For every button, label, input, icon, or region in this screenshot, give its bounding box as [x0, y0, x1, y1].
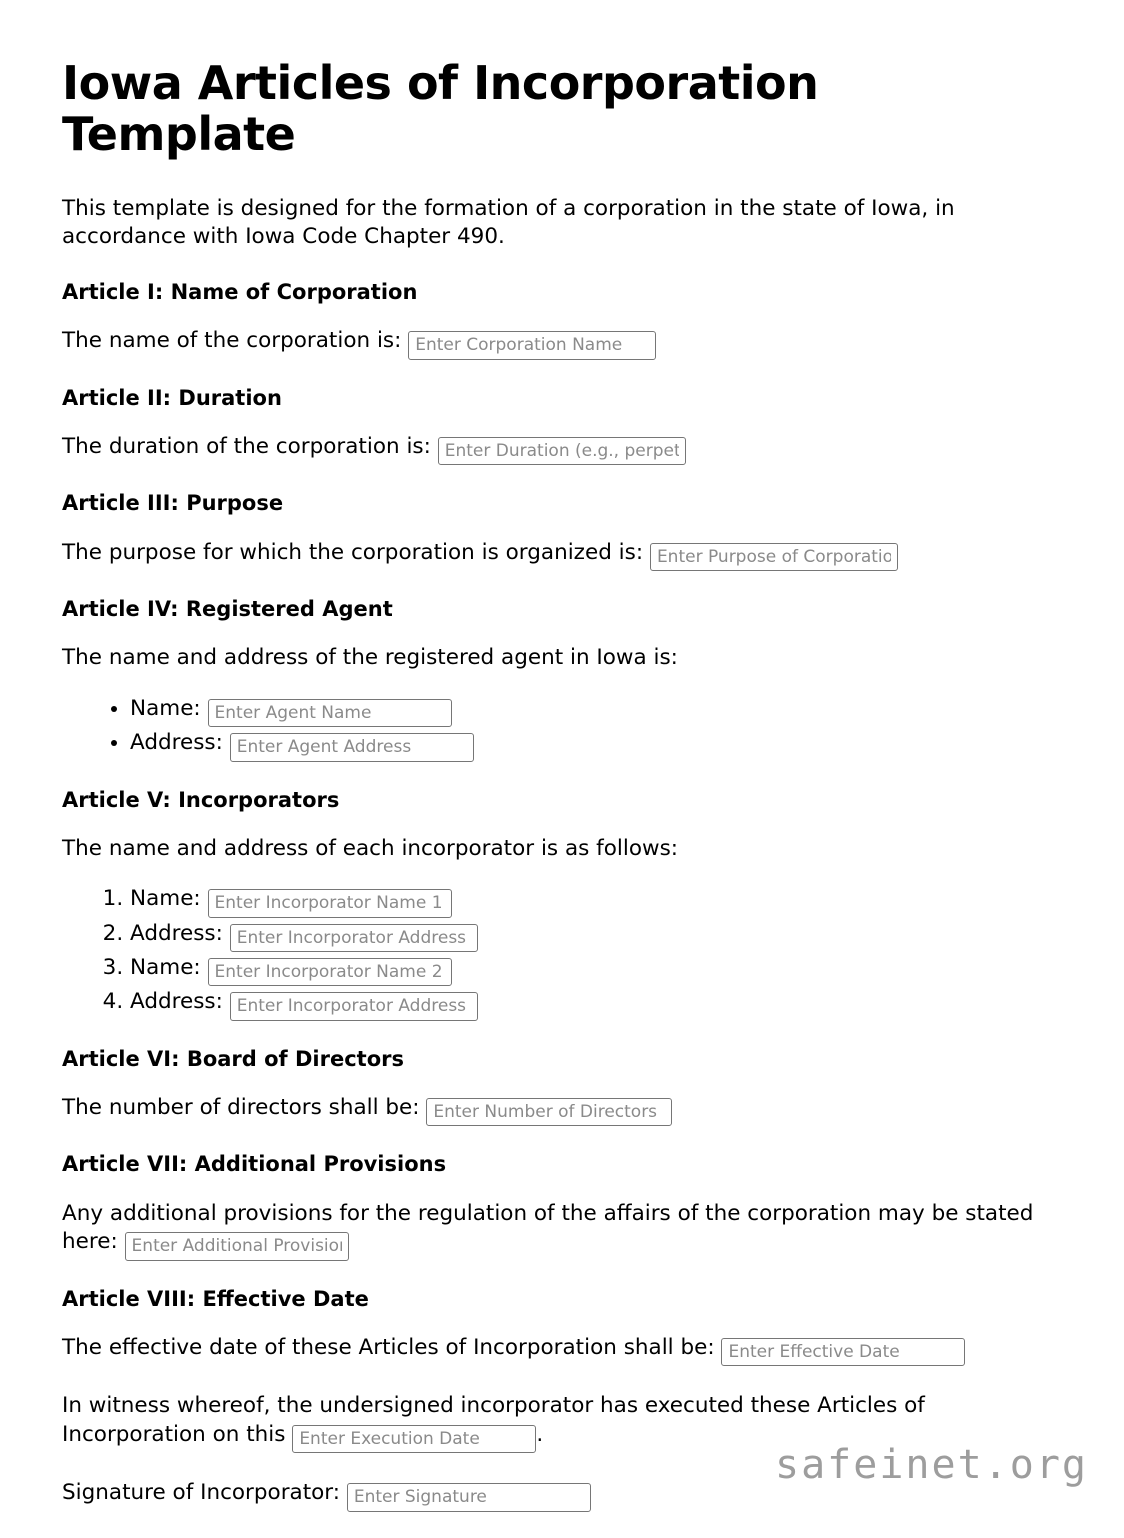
signature-input[interactable]	[347, 1483, 591, 1511]
incorporator-2-address-input[interactable]	[230, 992, 478, 1020]
list-item	[130, 920, 1062, 952]
execution-date-input[interactable]	[292, 1425, 536, 1453]
incorporator-2-address-label: Address:	[130, 989, 223, 1015]
number-of-directors-input[interactable]	[426, 1098, 672, 1126]
article-ii-heading: Article II: Duration	[62, 385, 282, 410]
article-v-label: The name and address of each incorporator is as follows:	[62, 835, 679, 861]
incorporator-2-name-input[interactable]	[208, 958, 452, 986]
additional-provisions-input[interactable]	[125, 1232, 349, 1260]
article-viii-label: The effective date of these Articles of Incorporation shall be:	[62, 1334, 715, 1360]
article-vi-line	[62, 1094, 1062, 1126]
incorporators-list	[62, 885, 1062, 1021]
duration-input[interactable]	[438, 437, 686, 465]
incorporator-2-name-label: Name:	[130, 955, 201, 981]
article-viii-line	[62, 1334, 1062, 1366]
article-iii-line	[62, 539, 1062, 571]
agent-name-label: Name:	[130, 695, 201, 721]
effective-date-input[interactable]	[721, 1338, 965, 1366]
list-item	[130, 988, 1062, 1020]
article-ii-line	[62, 433, 1062, 465]
incorporator-1-address-label: Address:	[130, 920, 223, 946]
article-iv-heading: Article IV: Registered Agent	[62, 596, 393, 621]
article-iii-label: The purpose for which the corporation is organized is:	[62, 539, 644, 565]
article-iii-heading: Article III: Purpose	[62, 491, 284, 516]
agent-address-input[interactable]	[230, 733, 474, 761]
watermark: safeinet.org	[775, 1441, 1088, 1488]
agent-name-input[interactable]	[208, 699, 452, 727]
incorporator-1-name-input[interactable]	[208, 889, 452, 917]
list-item	[130, 885, 1062, 917]
list-item	[130, 729, 1062, 761]
article-vii-label: Any additional provisions for the regulation of the affairs of the corporation may be stated here:	[62, 1200, 1034, 1255]
signature-label: Signature of Incorporator:	[62, 1480, 340, 1506]
list-item	[130, 954, 1062, 986]
article-vi-heading: Article VI: Board of Directors	[62, 1046, 404, 1071]
article-ii-label: The duration of the corporation is:	[62, 433, 431, 459]
corporation-name-input[interactable]	[408, 331, 656, 359]
article-vii-line	[62, 1200, 1062, 1261]
page-title: Iowa Articles of Incorporation Template	[62, 56, 819, 161]
agent-address-label: Address:	[130, 730, 223, 756]
article-v-heading: Article V: Incorporators	[62, 787, 340, 812]
article-viii-heading: Article VIII: Effective Date	[62, 1286, 369, 1311]
intro-paragraph: This template is designed for the formation of a corporation in the state of Iowa, in accordance with Iowa Code Chapter 490.	[62, 196, 955, 249]
article-i-label: The name of the corporation is:	[62, 328, 402, 354]
article-vi-label: The number of directors shall be:	[62, 1095, 420, 1121]
registered-agent-list	[62, 695, 1062, 762]
article-i-line	[62, 327, 1062, 359]
incorporator-1-name-label: Name:	[130, 886, 201, 912]
witness-text-before: In witness whereof, the undersigned incorporator has executed these Articles of Incorporation on this	[62, 1393, 925, 1447]
purpose-input[interactable]	[650, 543, 898, 571]
article-i-heading: Article I: Name of Corporation	[62, 280, 418, 305]
list-item	[130, 695, 1062, 727]
witness-text-after: .	[536, 1421, 544, 1447]
article-iv-label: The name and address of the registered agent in Iowa is:	[62, 645, 678, 671]
article-vii-heading: Article VII: Additional Provisions	[62, 1152, 447, 1177]
incorporator-1-address-input[interactable]	[230, 924, 478, 952]
